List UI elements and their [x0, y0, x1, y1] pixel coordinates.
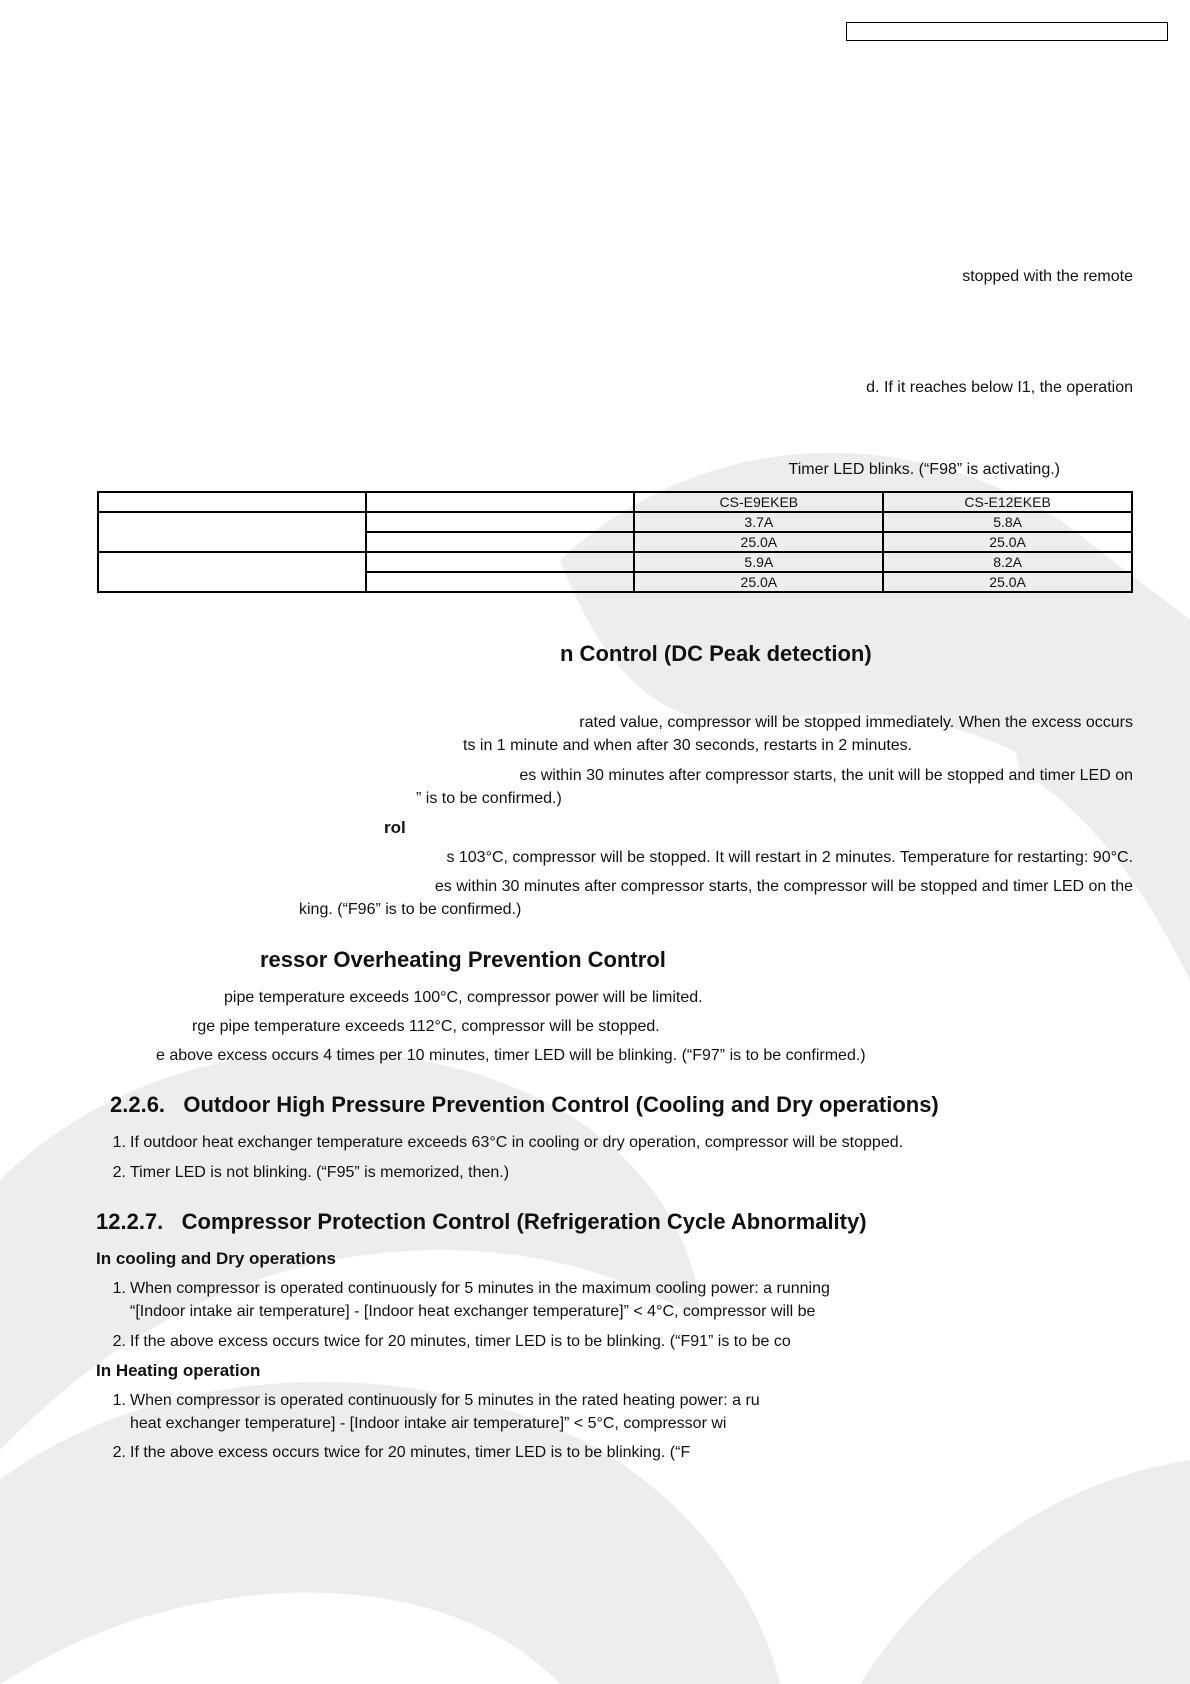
table-cell — [98, 512, 366, 552]
list-item — [104, 1332, 791, 1352]
list-number: 1. — [112, 1392, 126, 1409]
subheading-rol: rol — [384, 818, 406, 837]
list-number: 2. — [112, 1333, 126, 1350]
table-cell: 3.7A — [634, 512, 883, 532]
rol-line-2: es within 30 minutes after compressor starts, the compressor will be stopped and timer LED on the — [434, 878, 1133, 895]
text-fragment-timer-f98: Timer LED blinks. (“F98” is activating.) — [788, 461, 1060, 478]
list-number: 2. — [112, 1164, 126, 1181]
table-header-model-2: CS-E12EKEB — [883, 492, 1132, 512]
table-cell — [98, 492, 366, 512]
table-cell — [366, 492, 634, 512]
list-item — [104, 1443, 690, 1463]
rol-line-1: s 103°C, compressor will be stopped. It will restart in 2 minutes. Temperature for restarting: 90°C. — [446, 849, 1133, 866]
table-header-row — [98, 492, 1132, 512]
rol-line-3: king. (“F96” is to be confirmed.) — [299, 901, 522, 918]
list-item — [104, 1279, 830, 1299]
table-cell — [98, 552, 366, 592]
list-item-continuation: “[Indoor intake air temperature] - [Indoor heat exchanger temperature]” < 4°C, compressor will be — [130, 1303, 816, 1320]
subheading-heating: In Heating operation — [96, 1361, 261, 1380]
dc-peak-line-1: rated value, compressor will be stopped immediately. When the excess occurs — [579, 714, 1133, 731]
table-cell — [366, 552, 634, 572]
list-number: 1. — [112, 1134, 126, 1151]
current-table — [97, 491, 1133, 593]
overheat-line-2: rge pipe temperature exceeds 112°C, compressor will be stopped. — [192, 1018, 660, 1035]
table-cell — [366, 512, 634, 532]
dc-peak-line-3: es within 30 minutes after compressor starts, the unit will be stopped and timer LED on — [519, 767, 1133, 784]
header-box — [846, 22, 1168, 41]
text-fragment-reaches-below: d. If it reaches below I1, the operation — [866, 379, 1133, 396]
subheading-cooling: In cooling and Dry operations — [96, 1249, 336, 1268]
dc-peak-line-4: ” is to be confirmed.) — [416, 790, 562, 807]
table-row — [98, 552, 1132, 572]
overheat-line-3: e above excess occurs 4 times per 10 minutes, timer LED will be blinking. (“F97” is to be confirmed.) — [156, 1047, 866, 1064]
list-item — [104, 1163, 509, 1183]
list-item — [104, 1391, 760, 1411]
table-header-model-1: CS-E9EKEB — [634, 492, 883, 512]
table-cell: 5.8A — [883, 512, 1132, 532]
list-text: When compressor is operated continuously for 5 minutes in the maximum cooling power: a running — [130, 1280, 830, 1297]
table-row — [98, 512, 1132, 532]
overheat-line-1: pipe temperature exceeds 100°C, compressor power will be limited. — [224, 989, 703, 1006]
text-fragment-remote: stopped with the remote — [962, 268, 1133, 285]
list-text: If the above excess occurs twice for 20 minutes, timer LED is to be blinking. (“F91” is to be co — [130, 1333, 791, 1350]
list-text: If outdoor heat exchanger temperature exceeds 63°C in cooling or dry operation, compressor will be stopped. — [130, 1134, 904, 1151]
dc-peak-line-2: ts in 1 minute and when after 30 seconds, restarts in 2 minutes. — [463, 737, 913, 754]
table-cell: 25.0A — [634, 572, 883, 592]
table-cell: 8.2A — [883, 552, 1132, 572]
list-text: Timer LED is not blinking. (“F95” is memorized, then.) — [130, 1164, 510, 1181]
list-item-continuation: heat exchanger temperature] - [Indoor intake air temperature]” < 5°C, compressor wi — [130, 1415, 727, 1432]
list-text: If the above excess occurs twice for 20 minutes, timer LED is to be blinking. (“F — [130, 1444, 691, 1461]
list-number: 1. — [112, 1280, 126, 1297]
list-text: When compressor is operated continuously for 5 minutes in the rated heating power: a ru — [130, 1392, 760, 1409]
heading-dc-peak: n Control (DC Peak detection) — [560, 641, 872, 666]
table-cell: 25.0A — [883, 572, 1132, 592]
table-cell: 5.9A — [634, 552, 883, 572]
heading-226: 2.2.6. Outdoor High Pressure Prevention Control (Cooling and Dry operations) — [110, 1092, 939, 1117]
table-cell: 25.0A — [883, 532, 1132, 552]
table-cell: 25.0A — [634, 532, 883, 552]
heading-1227: 12.2.7. Compressor Protection Control (Refrigeration Cycle Abnormality) — [96, 1209, 867, 1234]
table-cell — [366, 572, 634, 592]
heading-overheating: ressor Overheating Prevention Control — [260, 947, 666, 972]
list-number: 2. — [112, 1444, 126, 1461]
table-cell — [366, 532, 634, 552]
list-item — [104, 1133, 903, 1153]
